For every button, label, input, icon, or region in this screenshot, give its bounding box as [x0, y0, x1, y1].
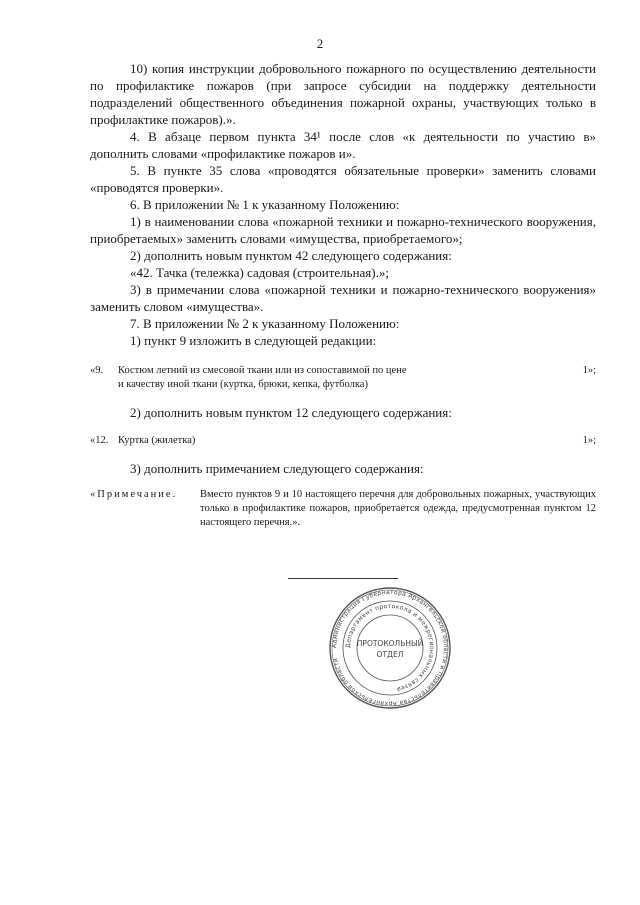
paragraph-6-3: 3) в примечании слова «пожарной техники и пожарно-технического вооружения» заменить словом «имущества». — [90, 282, 596, 314]
stamp-seal-icon — [328, 586, 452, 710]
paragraph-add-note: 3) дополнить примечанием следующего содержания: — [130, 461, 424, 476]
official-stamp — [328, 586, 452, 710]
item-9-block — [90, 364, 596, 392]
paragraph-7-1: 1) пункт 9 изложить в следующей редакции: — [130, 333, 377, 348]
stamp-center-line2: ОТДЕЛ — [376, 650, 404, 659]
body-text — [90, 60, 596, 349]
note-label: «Примечание. — [90, 489, 178, 500]
paragraph-6-1: 1) в наименовании слова «пожарной техники и пожарно-технического вооружения, приобретаемых» заменить словами «имущества, приобретаемого»; — [90, 214, 596, 246]
item-9-number: «9. — [90, 365, 104, 376]
separator-line — [288, 578, 398, 579]
paragraph-4: 4. В абзаце первом пункта 34¹ после слов «к деятельности по участию в» дополнить словами «профилактике пожаров и». — [90, 129, 596, 161]
item-9-suffix: 1»; — [582, 365, 596, 376]
stamp-center-line1: ПРОТОКОЛЬНЫЙ — [356, 639, 424, 648]
paragraph-5: 5. В пункте 35 слова «проводятся обязательные проверки» заменить словами «проводятся проверки». — [90, 163, 596, 195]
note-text: Вместо пунктов 9 и 10 настоящего перечня для добровольных пожарных, участвующих только в профилактике пожаров, приобретается одежда, предусмотренная пунктом 12 настоящего перечня.». — [200, 489, 596, 528]
paragraph-6-2: 2) дополнить новым пунктом 42 следующего содержания: — [130, 248, 452, 263]
paragraph-add-12: 2) дополнить новым пунктом 12 следующего содержания: — [130, 405, 452, 420]
item-9-line1: Костюм летний из смесовой ткани или из сопоставимой по цене — [118, 365, 407, 376]
page-number: 2 — [316, 36, 324, 51]
note-block — [90, 488, 596, 530]
item-12-suffix: 1»; — [582, 435, 596, 446]
paragraph-6: 6. В приложении № 1 к указанному Положению: — [130, 197, 400, 212]
item-9-line2: и качеству иной ткани (куртка, брюки, кепка, футболка) — [118, 379, 368, 390]
item-12-text: Куртка (жилетка) — [118, 435, 196, 446]
paragraph-item-42: «42. Тачка (тележка) садовая (строительная).»; — [130, 265, 389, 280]
paragraph-7: 7. В приложении № 2 к указанному Положению: — [130, 316, 400, 331]
item-12-block — [90, 434, 596, 448]
stamp-inner-text: Департамент протокола и межрегиональных связей — [344, 602, 436, 693]
item-12-number: «12. — [90, 435, 109, 446]
stamp-outer-text: Администрация Губернатора Архангельской области и Правительства Архангельской области — [330, 588, 450, 708]
paragraph-10-copy-instruction: 10) копия инструкции добровольного пожарного по осуществлению деятельности по профилактике пожаров (при запросе субсидии на поддержку деятельности подразделений общественного объединения пожарной охраны, участвующих только в профилактике пожаров).». — [90, 61, 596, 127]
